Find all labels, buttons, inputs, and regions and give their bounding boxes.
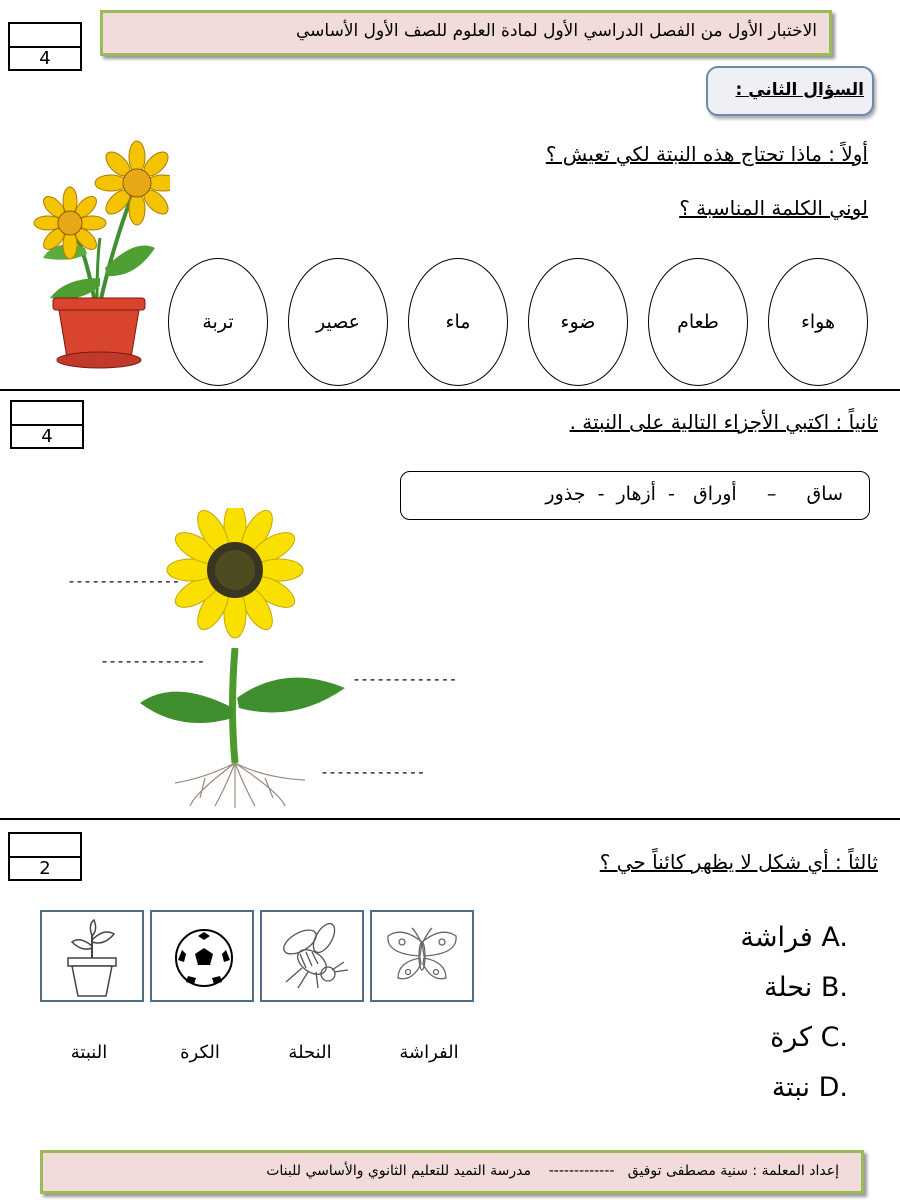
score-value: 4	[39, 48, 51, 69]
picture-bee[interactable]	[260, 910, 364, 1002]
header-banner	[100, 10, 832, 56]
score-box-part2	[10, 400, 84, 449]
option-letter: A.	[821, 922, 848, 953]
footer-text: إعداد المعلمة : سنية مصطفى توفيق ------------- مدرسة التميد للتعليم الثانوي والأساسي للبنات	[266, 1163, 839, 1179]
option-letter: D.	[818, 1072, 848, 1103]
part1-instruction: لوني الكلمة المناسبة ؟	[679, 196, 868, 220]
option-d[interactable]	[648, 1072, 848, 1122]
question-label-box	[706, 66, 874, 116]
word-label: عصير	[315, 311, 361, 333]
word-oval-6[interactable]	[168, 258, 268, 386]
word-oval-2[interactable]	[648, 258, 748, 386]
word-oval-5[interactable]	[288, 258, 388, 386]
word-bank-text: ساق – أوراق - أزهار - جذور	[545, 483, 843, 505]
picture-plant[interactable]	[40, 910, 144, 1002]
option-a[interactable]	[648, 922, 848, 972]
score-blank[interactable]	[10, 24, 80, 48]
word-label: طعام	[677, 311, 719, 333]
butterfly-icon	[372, 912, 472, 1000]
picture-ball[interactable]	[150, 910, 254, 1002]
word-label: ضوء	[560, 311, 596, 333]
ball-icon	[152, 912, 252, 1000]
label-blank-stem[interactable]: -------------	[352, 670, 457, 688]
bee-icon	[262, 912, 362, 1000]
option-text: كرة	[770, 1022, 812, 1053]
caption-bee: النحلة	[288, 1042, 332, 1063]
potted-sunflower-icon	[25, 128, 170, 373]
word-oval-4[interactable]	[408, 258, 508, 386]
word-oval-3[interactable]	[528, 258, 628, 386]
option-c[interactable]	[648, 1022, 848, 1072]
options-list	[648, 922, 848, 1122]
option-letter: C.	[820, 1022, 848, 1053]
option-text: نبتة	[771, 1072, 811, 1103]
score-box-part1	[8, 22, 82, 71]
exam-title: الاختبار الأول من الفصل الدراسي الأول لمادة العلوم للصف الأول الأساسي	[296, 21, 817, 41]
word-label: هواء	[800, 311, 836, 333]
score-box-part3	[8, 832, 82, 881]
score-blank[interactable]	[10, 834, 80, 858]
word-oval-1[interactable]	[768, 258, 868, 386]
word-label: تربة	[202, 311, 234, 333]
part2-question: ثانياً : اكتبي الأجزاء التالية على النبتة .	[569, 410, 878, 434]
score-value: 2	[39, 858, 51, 879]
option-letter: B.	[820, 972, 848, 1003]
section-divider	[0, 389, 900, 391]
caption-ball: الكرة	[180, 1042, 220, 1063]
option-text: فراشة	[740, 922, 813, 953]
label-blank-flower[interactable]: --------------	[67, 572, 180, 590]
option-b[interactable]	[648, 972, 848, 1022]
part1-question: أولاً : ماذا تحتاج هذه النبتة لكي تعيش ؟	[545, 142, 868, 166]
question-label: السؤال الثاني :	[735, 80, 864, 100]
caption-plant: النبتة	[70, 1042, 108, 1063]
score-value: 4	[41, 426, 53, 447]
part3-question: ثالثاً : أي شكل لا يظهر كائناً حي ؟	[599, 850, 878, 874]
caption-butterfly: الفراشة	[399, 1042, 459, 1063]
picture-butterfly[interactable]	[370, 910, 474, 1002]
label-blank-leaf[interactable]: -------------	[100, 652, 205, 670]
section-divider	[0, 818, 900, 820]
score-blank[interactable]	[12, 402, 82, 426]
footer-banner	[40, 1150, 864, 1194]
label-blank-roots[interactable]: -------------	[320, 763, 425, 781]
potted-plant-icon	[42, 912, 142, 1000]
option-text: نحلة	[763, 972, 813, 1003]
word-bank	[400, 471, 870, 520]
word-label: ماء	[445, 311, 471, 333]
